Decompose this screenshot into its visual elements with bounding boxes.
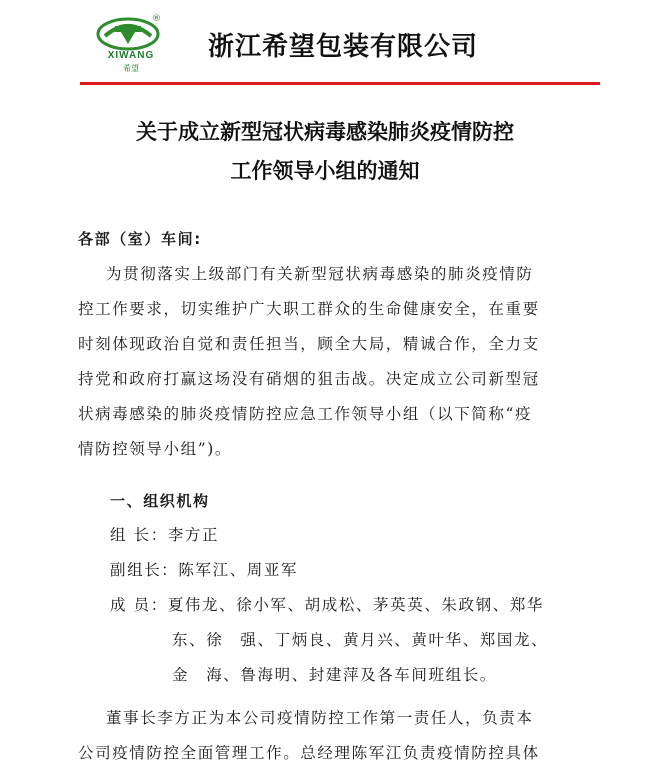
logo-wordmark: XIWANG — [107, 50, 155, 61]
deputy-leader-line: 副组长：陈军江、周亚军 — [110, 561, 299, 579]
company-name: 浙江希望包装有限公司 — [208, 32, 479, 62]
paragraph-line: 时刻体现政治自觉和责任担当，顾全大局，精诚合作，全力支 — [78, 335, 540, 353]
header-divider — [80, 82, 600, 85]
document-title-line-1: 关于成立新型冠状病毒感染肺炎疫情防控 — [136, 120, 514, 144]
section-heading: 一、组织机构 — [110, 492, 210, 510]
leader-line: 组 长：李方正 — [110, 526, 220, 544]
paragraph-line: 控工作要求，切实维护广大职工群众的生命健康安全，在重要 — [78, 300, 540, 318]
letterhead — [0, 0, 650, 90]
paragraph-line: 情防控领导小组”)。 — [78, 440, 232, 458]
paragraph-line: 持党和政府打赢这场没有硝烟的狙击战。决定成立公司新型冠 — [78, 370, 540, 388]
members-line: 金 海、鲁海明、封建萍及各车间班组长。 — [172, 666, 497, 684]
members-line: 东、徐 强、丁炳良、黄月兴、黄叶华、郑国龙、 — [172, 631, 549, 649]
paragraph-line: 状病毒感染的肺炎疫情防控应急工作领导小组（以下简称“疫 — [78, 405, 533, 423]
paragraph-line: 公司疫情防控全面管理工作。总经理陈军江负责疫情防控具体 — [78, 744, 540, 762]
registered-mark: ® — [152, 14, 161, 24]
members-line: 成 员：夏伟龙、徐小军、胡成松、茅英英、朱政钢、郑华 — [110, 596, 545, 614]
salutation: 各部（室）车间: — [78, 230, 202, 248]
paragraph-line: 为贯彻落实上级部门有关新型冠状病毒感染的肺炎疫情防 — [106, 265, 534, 283]
paragraph-line: 董事长李方正为本公司疫情防控工作第一责任人，负责本 — [106, 709, 534, 727]
logo-subtitle: 希望 — [123, 64, 139, 73]
document-title-line-2: 工作领导小组的通知 — [230, 159, 420, 183]
